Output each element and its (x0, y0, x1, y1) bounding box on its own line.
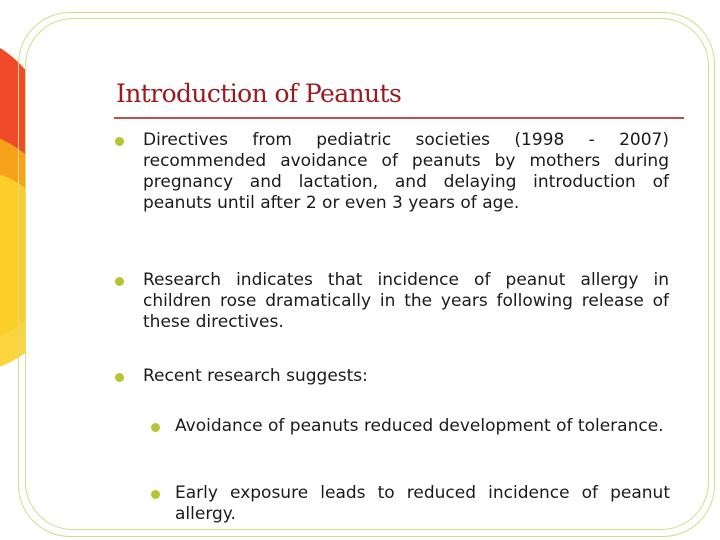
bullet-dot-icon (151, 490, 160, 499)
bullet-text: Research indicates that incidence of peanut allergy in children rose dramatically in the years following release of these directives. (143, 270, 669, 332)
title-underline (114, 117, 684, 119)
slide-title: Introduction of Peanuts (116, 79, 402, 108)
bullet-dot-icon (115, 277, 124, 286)
bullet-text: Directives from pediatric societies (1998 - 2007) recommended avoidance of peanuts by mothers during pregnancy and lactation, and delaying introduction of peanuts until after 2 or even 3 years of age. (143, 130, 669, 213)
bullet-dot-icon (115, 137, 124, 146)
sub-bullet-text: Early exposure leads to reduced incidence of peanut allergy. (175, 483, 670, 524)
sub-bullet-text: Avoidance of peanuts reduced development of tolerance. (175, 416, 664, 436)
bullet-text: Recent research suggests: (143, 366, 368, 386)
bullet-dot-icon (115, 373, 124, 382)
bullet-dot-icon (151, 423, 160, 432)
